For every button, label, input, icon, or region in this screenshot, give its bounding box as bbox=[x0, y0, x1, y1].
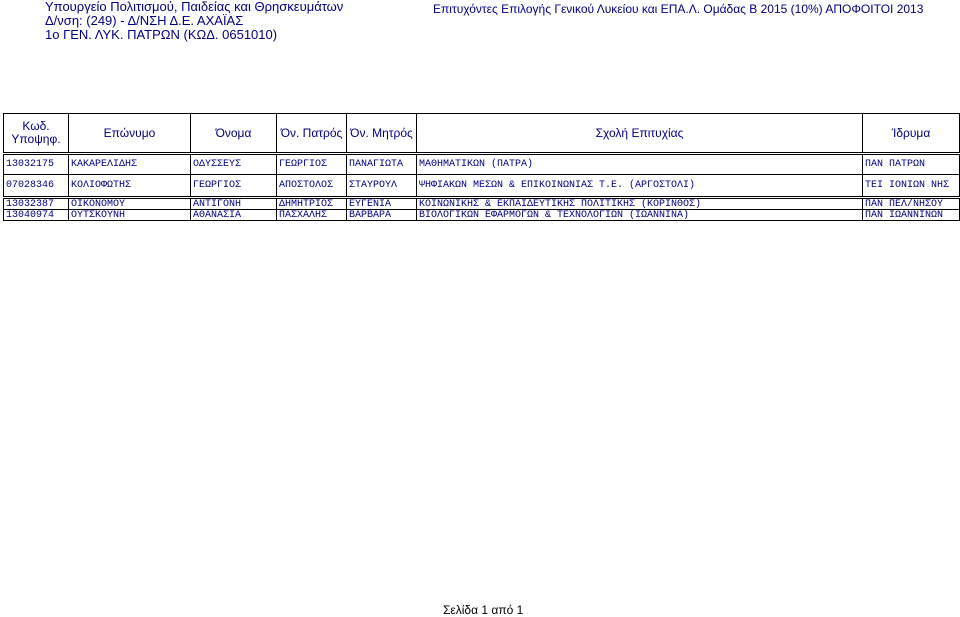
cell-father: ΓΕΩΡΓΙΟΣ bbox=[277, 155, 347, 174]
cell-father: ΔΗΜΗΤΡΙΟΣ bbox=[277, 199, 347, 209]
cell-surname: ΚΟΛΙΟΦΩΤΗΣ bbox=[69, 175, 191, 196]
col-header-code-line1: Κωδ. bbox=[22, 119, 50, 133]
cell-school: ΨΗΦΙΑΚΩΝ ΜΕΣΩΝ & ΕΠΙΚΟΙΝΩΝΙΑΣ Τ.Ε. (ΑΡΓΟΣΤΟΛΙ) bbox=[417, 175, 863, 196]
cell-mother: ΣΤΑΥΡΟΥΛ bbox=[347, 175, 417, 196]
cell-institution: ΠΑΝ ΙΩΑΝΝΙΝΩΝ bbox=[865, 210, 944, 220]
cell-father: ΠΑΣΧΑΛΗΣ bbox=[277, 210, 347, 220]
table-row bbox=[3, 175, 960, 197]
table-row bbox=[3, 198, 960, 210]
cell-code: 13040974 bbox=[4, 210, 69, 220]
col-header-school: Σχολή Επιτυχίας bbox=[417, 114, 863, 152]
directorate-line: Δ/νση: (249) - Δ/ΝΣΗ Δ.Ε. ΑΧΑΪΑΣ bbox=[45, 13, 244, 28]
results-table bbox=[3, 113, 960, 221]
cell-mother: ΒΑΡΒΑΡΑ bbox=[347, 210, 417, 220]
cell-code: 13032387 bbox=[4, 199, 69, 209]
col-header-institution: Ίδρυμα bbox=[891, 125, 931, 140]
cell-school: ΚΟΙΝΩΝΙΚΗΣ & ΕΚΠΑΙΔΕΥΤΙΚΗΣ ΠΟΛΙΤΙΚΗΣ (ΚΟΡΙΝΘΟΣ) bbox=[417, 199, 863, 209]
col-header-code-line2: Υποψηφ. bbox=[11, 132, 61, 146]
col-header-surname: Επώνυμο bbox=[69, 114, 191, 152]
col-header-code bbox=[4, 114, 69, 152]
cell-surname: ΟΥΤΣΚΟΥΝΗ bbox=[69, 210, 191, 220]
table-row bbox=[3, 154, 960, 175]
col-header-name: Όνομα bbox=[191, 114, 277, 152]
cell-code: 07028346 bbox=[4, 175, 69, 196]
ministry-line: Υπουργείο Πολιτισμού, Παιδείας και Θρησκευμάτων bbox=[45, 0, 344, 14]
table-header-row bbox=[3, 113, 960, 153]
cell-name: ΓΕΩΡΓΙΟΣ bbox=[191, 175, 277, 196]
cell-school: ΜΑΘΗΜΑΤΙΚΩΝ (ΠΑΤΡΑ) bbox=[417, 155, 863, 174]
table-row bbox=[3, 210, 960, 221]
cell-mother: ΕΥΓΕΝΙΑ bbox=[347, 199, 417, 209]
ministry-header bbox=[45, 0, 343, 42]
cell-institution: ΤΕΙ ΙΟΝΙΩΝ ΝΗΣ bbox=[865, 180, 950, 191]
school-line: 1ο ΓΕΝ. ΛΥΚ. ΠΑΤΡΩΝ (ΚΩΔ. 0651010) bbox=[45, 27, 278, 42]
cell-institution: ΠΑΝ ΠΕΛ/ΝΗΣΟΥ bbox=[865, 199, 944, 209]
cell-surname: ΟΙΚΟΝΟΜΟΥ bbox=[69, 199, 191, 209]
cell-father: ΑΠΟΣΤΟΛΟΣ bbox=[277, 175, 347, 196]
page-number: Σελίδα 1 από 1 bbox=[443, 603, 524, 617]
col-header-father: Όν. Πατρός bbox=[277, 114, 347, 152]
report-title: Επιτυχόντες Επιλογής Γενικού Λυκείου και ΕΠΑ.Λ. Ομάδας Β 2015 (10%) ΑΠΟΦΟΙΤΟΙ 2013 bbox=[433, 2, 924, 16]
cell-name: ΑΝΤΙΓΟΝΗ bbox=[191, 199, 277, 209]
col-header-mother: Όν. Μητρός bbox=[347, 114, 417, 152]
cell-name: ΑΘΑΝΑΣΙΑ bbox=[191, 210, 277, 220]
cell-institution: ΠΑΝ ΠΑΤΡΩΝ bbox=[865, 159, 926, 170]
cell-school: ΒΙΟΛΟΓΙΚΩΝ ΕΦΑΡΜΟΓΩΝ & ΤΕΧΝΟΛΟΓΙΩΝ (ΙΩΑΝΝΙΝΑ) bbox=[417, 210, 863, 220]
cell-code: 13032175 bbox=[4, 155, 69, 174]
cell-mother: ΠΑΝΑΓΙΩΤΑ bbox=[347, 155, 417, 174]
cell-name: ΟΔΥΣΣΕΥΣ bbox=[191, 155, 277, 174]
cell-surname: ΚΑΚΑΡΕΛΙΔΗΣ bbox=[69, 155, 191, 174]
